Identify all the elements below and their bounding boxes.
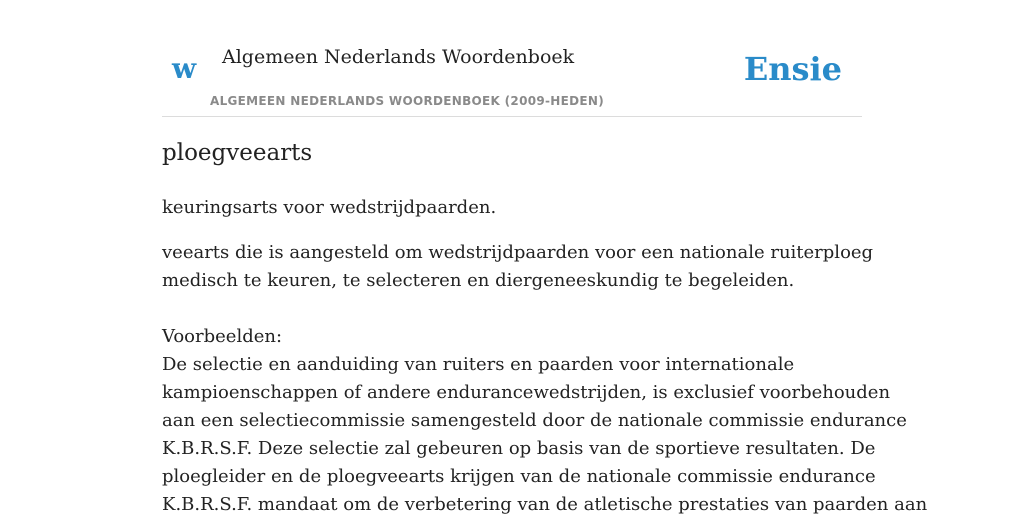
definition [162, 239, 874, 295]
dictionary-subtitle: ALGEMEEN NEDERLANDS WOORDENBOEK (2009-HEDEN) [210, 94, 605, 108]
example-text [162, 351, 928, 519]
definition-line: veearts die is aangesteld om wedstrijdpaarden voor een nationale ruiterploeg [162, 242, 874, 263]
examples-label: Voorbeelden: [162, 326, 283, 347]
page [162, 0, 928, 515]
dictionary-title[interactable]: Algemeen Nederlands Woordenboek [222, 46, 575, 68]
header [162, 0, 862, 117]
example-line: De selectie en aanduiding van ruiters en paarden voor internationale [162, 354, 795, 375]
example-line: ploegleider en de ploegveearts krijgen van de nationale commissie endurance [162, 466, 876, 487]
dictionary-logo-icon[interactable]: w [172, 52, 196, 85]
headword: ploegveearts [162, 140, 313, 166]
example-line: K.B.R.S.F. Deze selectie zal gebeuren op basis van de sportieve resultaten. De [162, 438, 876, 459]
short-definition: keuringsarts voor wedstrijdpaarden. [162, 197, 497, 218]
example-line: kampioenschappen of andere endurancewedstrijden, is exclusief voorbehouden [162, 382, 891, 403]
ensie-logo[interactable]: Ensie [743, 50, 842, 88]
example-line: aan een selectiecommissie samengesteld door de nationale commissie endurance [162, 410, 907, 431]
example-line: K.B.R.S.F. mandaat om de verbetering van de atletische prestaties van paarden aan [162, 494, 928, 515]
definition-line: medisch te keuren, te selecteren en diergeneeskundig te begeleiden. [162, 270, 795, 291]
